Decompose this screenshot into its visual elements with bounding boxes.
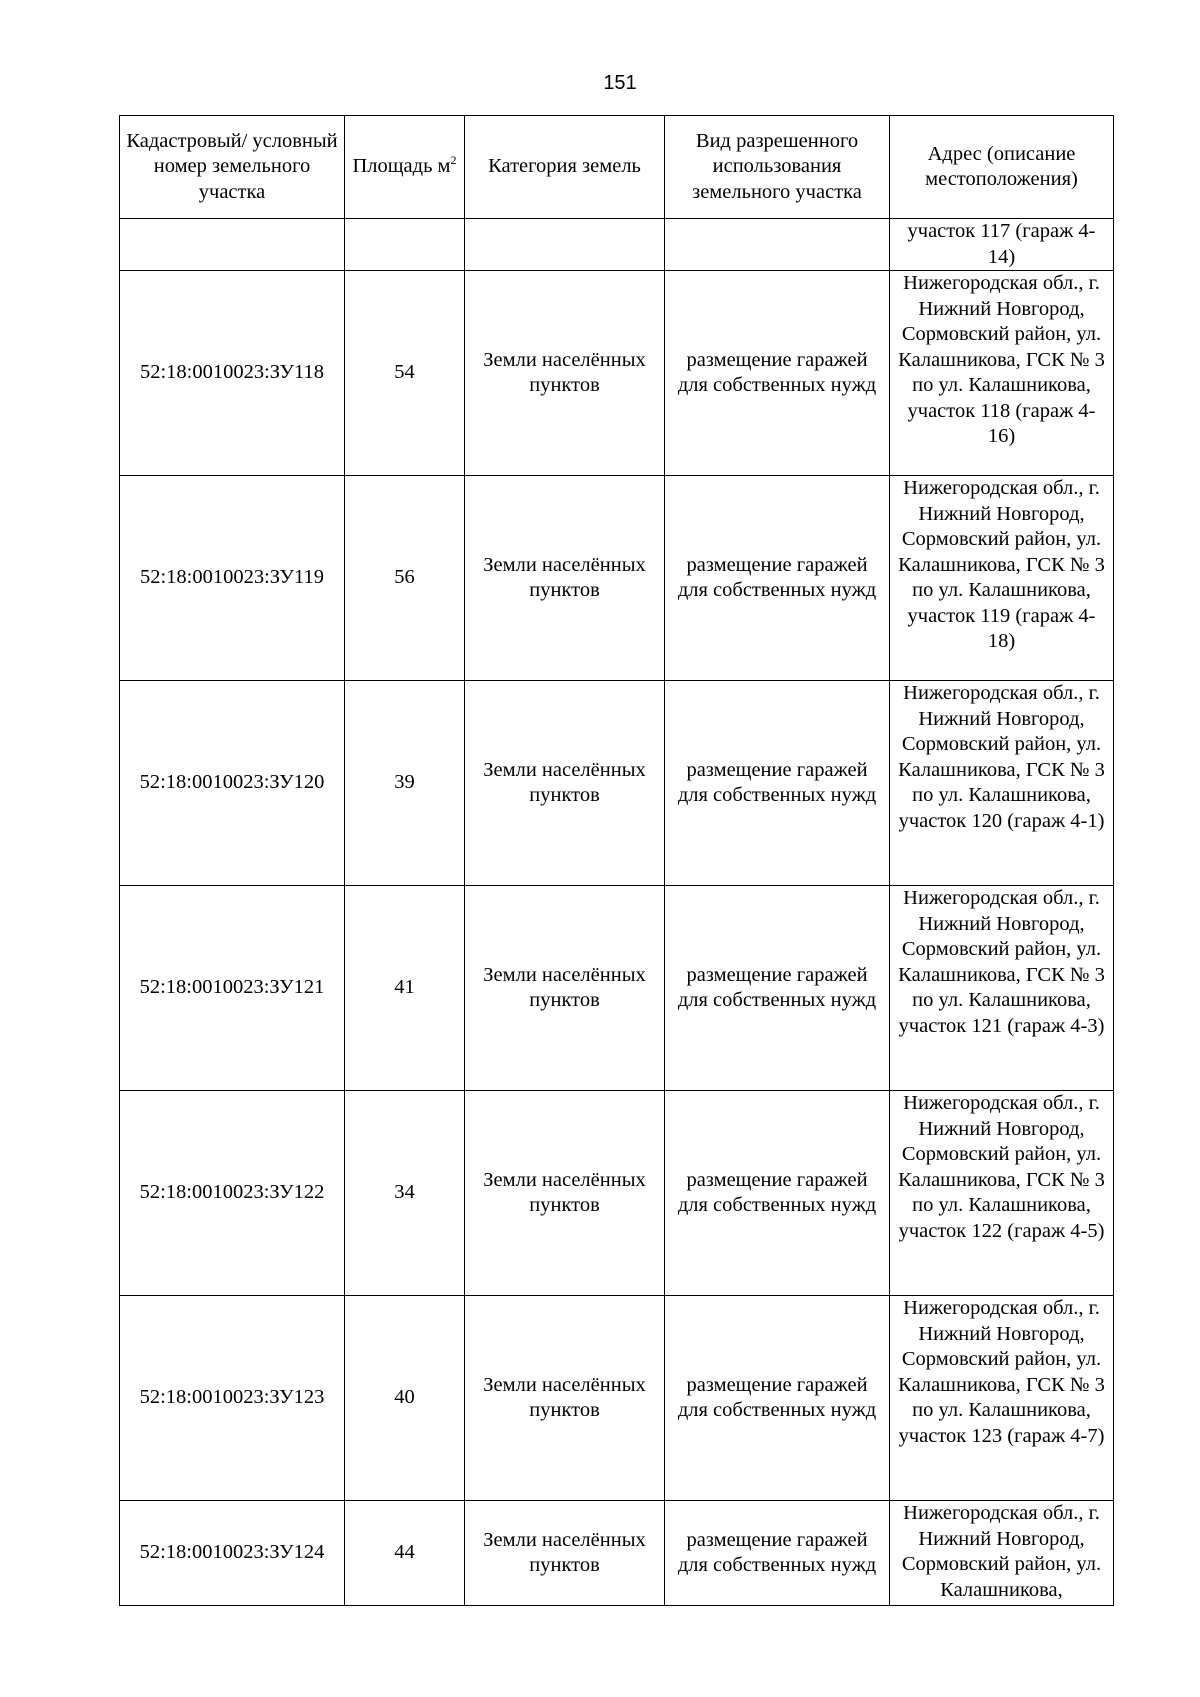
table-row <box>120 886 1114 1091</box>
cell-address: Нижегородская обл., г. Нижний Новгород, Сормовский район, ул. Калашникова, <box>890 1501 1114 1606</box>
cell-category: Земли населённых пунктов <box>465 1501 665 1606</box>
header-area-unit-exponent: 2 <box>450 153 457 168</box>
cell-area: 56 <box>345 476 465 681</box>
cell-area: 39 <box>345 681 465 886</box>
cell-category: Земли населённых пунктов <box>465 886 665 1091</box>
cell-area: 54 <box>345 271 465 476</box>
table-row <box>120 1296 1114 1501</box>
header-area <box>345 116 465 219</box>
cell-cadastral: 52:18:0010023:ЗУ124 <box>120 1501 345 1606</box>
cell-cadastral: 52:18:0010023:ЗУ118 <box>120 271 345 476</box>
cell-use <box>665 219 890 271</box>
cell-cadastral <box>120 219 345 271</box>
cell-category: Земли населённых пунктов <box>465 1091 665 1296</box>
cell-use: размещение гаражей для собственных нужд <box>665 271 890 476</box>
cell-use: размещение гаражей для собственных нужд <box>665 681 890 886</box>
cell-category <box>465 219 665 271</box>
cell-use: размещение гаражей для собственных нужд <box>665 886 890 1091</box>
cell-address: Нижегородская обл., г. Нижний Новгород, Сормовский район, ул. Калашникова, ГСК № 3 по ул. Калашникова, участок 121 (гараж 4-3) <box>890 886 1114 1091</box>
header-land-category: Категория земель <box>465 116 665 219</box>
cell-category: Земли населённых пунктов <box>465 271 665 476</box>
cell-area: 41 <box>345 886 465 1091</box>
table-row <box>120 1091 1114 1296</box>
cell-category: Земли населённых пунктов <box>465 681 665 886</box>
page-number: 151 <box>603 72 637 94</box>
cell-address: Нижегородская обл., г. Нижний Новгород, Сормовский район, ул. Калашникова, ГСК № 3 по ул. Калашникова, участок 118 (гараж 4-16) <box>890 271 1114 476</box>
cell-address: участок 117 (гараж 4-14) <box>890 219 1114 271</box>
header-area-label: Площадь м <box>352 155 451 178</box>
table-row <box>120 476 1114 681</box>
cell-cadastral: 52:18:0010023:ЗУ123 <box>120 1296 345 1501</box>
table-row <box>120 681 1114 886</box>
cell-use: размещение гаражей для собственных нужд <box>665 1091 890 1296</box>
cell-use: размещение гаражей для собственных нужд <box>665 1501 890 1606</box>
land-plots-table <box>119 115 1114 1606</box>
table-row <box>120 1501 1114 1606</box>
header-permitted-use: Вид разрешенного использования земельного участка <box>665 116 890 219</box>
header-address: Адрес (описание местоположения) <box>890 116 1114 219</box>
cell-use: размещение гаражей для собственных нужд <box>665 1296 890 1501</box>
table-row <box>120 271 1114 476</box>
cell-cadastral: 52:18:0010023:ЗУ122 <box>120 1091 345 1296</box>
cell-address: Нижегородская обл., г. Нижний Новгород, Сормовский район, ул. Калашникова, ГСК № 3 по ул. Калашникова, участок 123 (гараж 4-7) <box>890 1296 1114 1501</box>
cell-address: Нижегородская обл., г. Нижний Новгород, Сормовский район, ул. Калашникова, ГСК № 3 по ул. Калашникова, участок 120 (гараж 4-1) <box>890 681 1114 886</box>
cell-area: 40 <box>345 1296 465 1501</box>
table-row-continuation <box>120 219 1114 271</box>
cell-category: Земли населённых пунктов <box>465 1296 665 1501</box>
header-cadastral-number: Кадастровый/ условный номер земельного участка <box>120 116 345 219</box>
cell-address: Нижегородская обл., г. Нижний Новгород, Сормовский район, ул. Калашникова, ГСК № 3 по ул. Калашникова, участок 119 (гараж 4-18) <box>890 476 1114 681</box>
table-header-row <box>120 116 1114 219</box>
cell-area <box>345 219 465 271</box>
cell-cadastral: 52:18:0010023:ЗУ121 <box>120 886 345 1091</box>
cell-category: Земли населённых пунктов <box>465 476 665 681</box>
cell-area: 44 <box>345 1501 465 1606</box>
cell-use: размещение гаражей для собственных нужд <box>665 476 890 681</box>
cell-area: 34 <box>345 1091 465 1296</box>
cell-cadastral: 52:18:0010023:ЗУ119 <box>120 476 345 681</box>
cell-address: Нижегородская обл., г. Нижний Новгород, Сормовский район, ул. Калашникова, ГСК № 3 по ул. Калашникова, участок 122 (гараж 4-5) <box>890 1091 1114 1296</box>
cell-cadastral: 52:18:0010023:ЗУ120 <box>120 681 345 886</box>
